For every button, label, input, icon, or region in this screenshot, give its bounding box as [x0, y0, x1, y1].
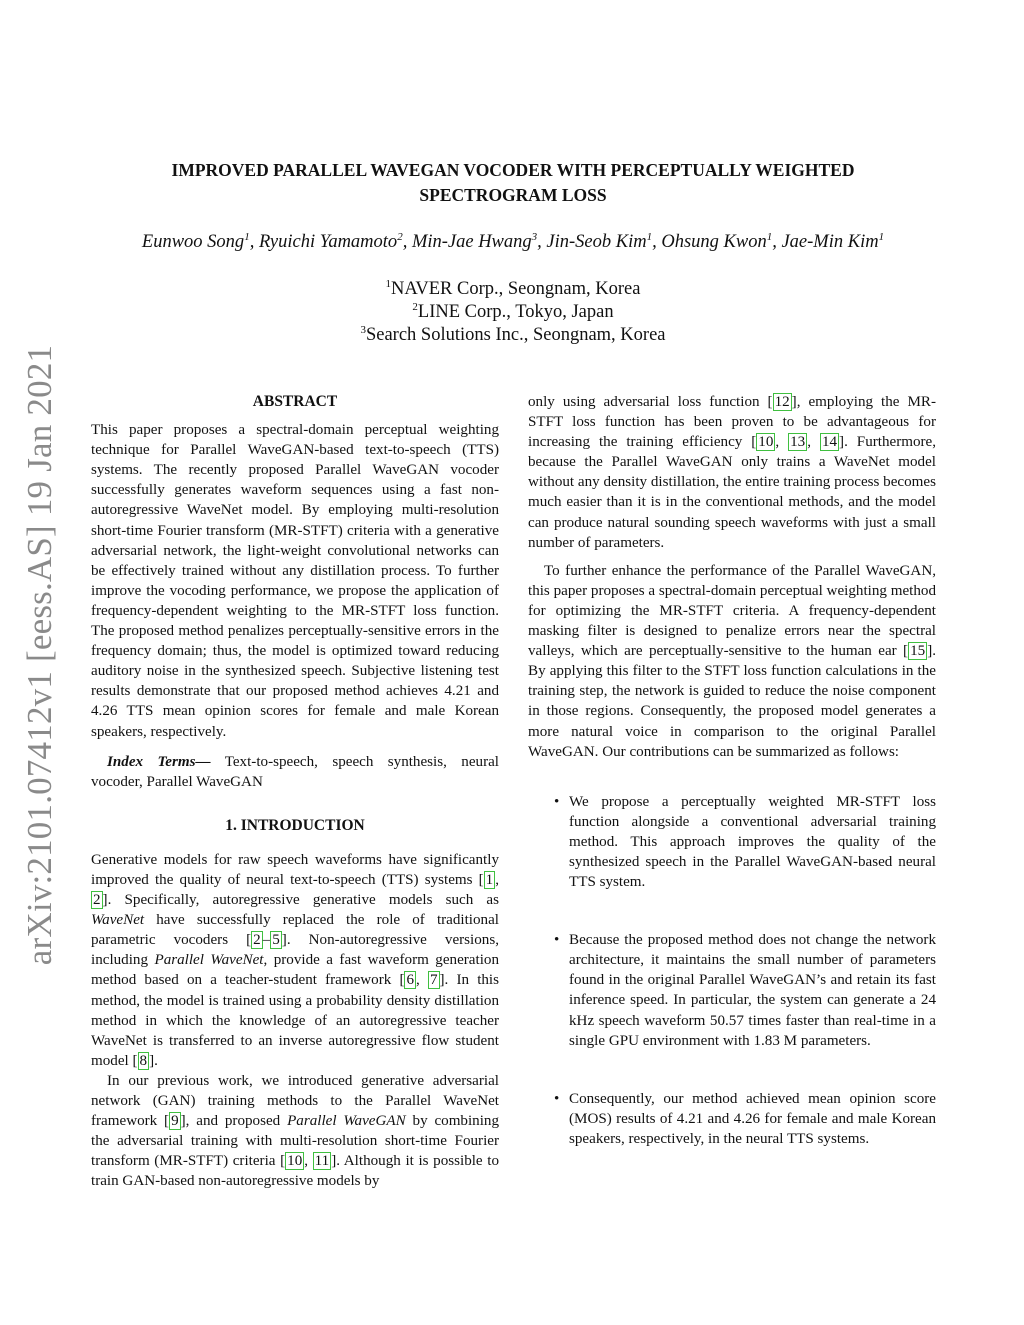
list-item: • We propose a perceptually weighted MR-STFT loss function alongside a conventional adversarial training method. This approach improves the quality of the synthesized speech in the Parallel WaveGAN-based neural TTS system.	[528, 792, 936, 892]
affiliation: $^3$Search Solutions Inc., Seongnam, Korea	[360, 323, 666, 345]
list-item: • Because the proposed method does not change the network architecture, it maintains the small number of parameters found in the original Parallel WaveGAN’s and retain its fast inference speed. In particular, the system can generate a 24 kHz speech waveform 50.57 times faster than real-time in a single GPU environment with 1.83 M parameters.	[528, 930, 936, 1051]
author: Jae-Min Kim$^1$	[781, 230, 885, 252]
intro-paragraph-1: Generative models for raw speech waveforms have significantly improved the quality of neural text-to-speech (TTS) systems [ 1 , 2 ]. Specifically, autoregressive generative models such as WaveNet have successfully replaced the role of traditional parametric vocoders [ 2 – 5 ]. Non-autoregressive versions, including Parallel WaveNet, provide a fast waveform generation method based on a teacher-student framework [ 6 , 7 ]. In this method, the model is trained using a probability density distillation method in which the knowledge of an autoregressive teacher WaveNet is transferred to an inverse autoregressive flow student model [ 8 ].	[91, 851, 500, 1069]
citation-link[interactable]: 7	[429, 972, 438, 989]
intro-heading: 1. INTRODUCTION	[225, 816, 365, 834]
arxiv-stamp-text: arXiv:2101.07412v1 [eess.AS] 19 Jan 2021	[20, 344, 59, 966]
citation-link[interactable]: 13	[790, 434, 806, 451]
citation-link[interactable]: 6	[406, 972, 415, 989]
citation-link[interactable]: 8	[139, 1052, 148, 1069]
citation-link[interactable]: 9	[171, 1113, 179, 1130]
citation-link[interactable]: 12	[774, 394, 790, 410]
index-terms-label: Index Terms—	[107, 753, 211, 770]
author: Jin-Seob Kim$^1$,	[546, 230, 662, 252]
citation-link[interactable]: 10	[287, 1153, 303, 1170]
citation-link[interactable]: 1	[485, 871, 494, 888]
author: Ryuichi Yamamoto$^2$,	[258, 230, 412, 252]
citation-link[interactable]: 11	[314, 1153, 330, 1170]
citation-link[interactable]: 10	[758, 434, 774, 451]
citation-link[interactable]: 14	[821, 434, 838, 451]
citation-link[interactable]: 5	[272, 932, 280, 949]
author: Eunwoo Song$^1$,	[141, 230, 259, 252]
title-line-2: SPECTROGRAM LOSS	[419, 185, 607, 205]
author: Ohsung Kwon$^1$,	[661, 230, 782, 252]
author-list	[90, 229, 936, 255]
intro-paragraph-2: In our previous work, we introduced generative adversarial network (GAN) training methods to the Parallel WaveNet framework [ 9 ], and proposed Parallel WaveGAN by combining the adversarial training with multi-resolution short-time Fourier transform (MR-STFT) criteria [ 10 , 11 ]. Although it is possible to train GAN-based non-autoregressive models by	[91, 1072, 500, 1190]
citation-link[interactable]: 15	[910, 643, 926, 660]
index-terms-text: Text-to-speech, speech synthesis, neural vocoder, Parallel WaveGAN	[91, 753, 499, 790]
right-column	[528, 392, 936, 1149]
affiliation: $^1$NAVER Corp., Seongnam, Korea	[385, 277, 641, 299]
author: Min-Jae Hwang$^3$,	[411, 230, 547, 252]
affiliation-list	[90, 278, 936, 347]
intro-paragraph-4: To further enhance the performance of the Parallel WaveGAN, this paper proposes a spectral-domain perceptual weighting method for optimizing the MR-STFT criteria. A frequency-dependent masking filter is designed to penalize errors near the spectral valleys, which are perceptually-sensitive to the human ear [ 15 ]. By applying this filter to the STFT loss function calculations in the training step, the network is guided to reduce the noise component in those regions. Consequently, the proposed model generates a more natural voice in comparison to the original Parallel WaveGAN. Our contributions can be summarized as follows:	[528, 562, 936, 760]
arxiv-side-stamp	[18, 344, 62, 966]
citation-link[interactable]: 2	[93, 892, 101, 909]
title-line-1: IMPROVED PARALLEL WAVEGAN VOCODER WITH PERCEPTUALLY WEIGHTED	[171, 160, 855, 180]
paper-title	[90, 158, 936, 208]
affiliation: $^2$LINE Corp., Tokyo, Japan	[412, 300, 614, 322]
contribution-list	[528, 792, 936, 1149]
abstract-heading: ABSTRACT	[252, 393, 338, 410]
citation-link[interactable]: 2	[253, 932, 261, 949]
list-item: • Consequently, our method achieved mean opinion score (MOS) results of 4.21 and 4.26 for female and male Korean speakers, respectively, in the neural TTS systems.	[528, 1089, 936, 1149]
index-terms	[91, 752, 499, 792]
left-column	[91, 392, 499, 1191]
abstract-text: This paper proposes a spectral-domain perceptual weighting technique for Parallel WaveGAN-based text-to-speech (TTS) systems. The recently proposed Parallel WaveGAN vocoder successfully generates waveform sequences using a fast non-autoregressive WaveNet model. By employing multi-resolution short-time Fourier transform (MR-STFT) criteria with a generative adversarial network, the light-weight convolutional networks can be effectively trained without any distillation process. To further improve the vocoding performance, we propose the application of frequency-dependent weighting to the MR-STFT loss function. The proposed method penalizes perceptually-sensitive errors in the frequency domain; thus, the model is optimized toward reducing auditory noise in the synthesized speech. Subjective listening test results demonstrate that our proposed method achieves 4.21 and 4.26 TTS mean opinion scores for female and male Korean speakers, respectively.	[91, 422, 499, 740]
intro-paragraph-3: only using adversarial loss function [ 12 ], employing the MR-STFT loss function has been proven to be advantageous for increasing the training efficiency [ 10 , 13 , 14 ]. Furthermore, because the Parallel WaveGAN only trains a WaveNet model without any density distillation, the entire training process becomes much easier than it is in the conventional methods, and the model can produce natural sounding speech waveforms with just a small number of parameters.	[528, 394, 937, 551]
